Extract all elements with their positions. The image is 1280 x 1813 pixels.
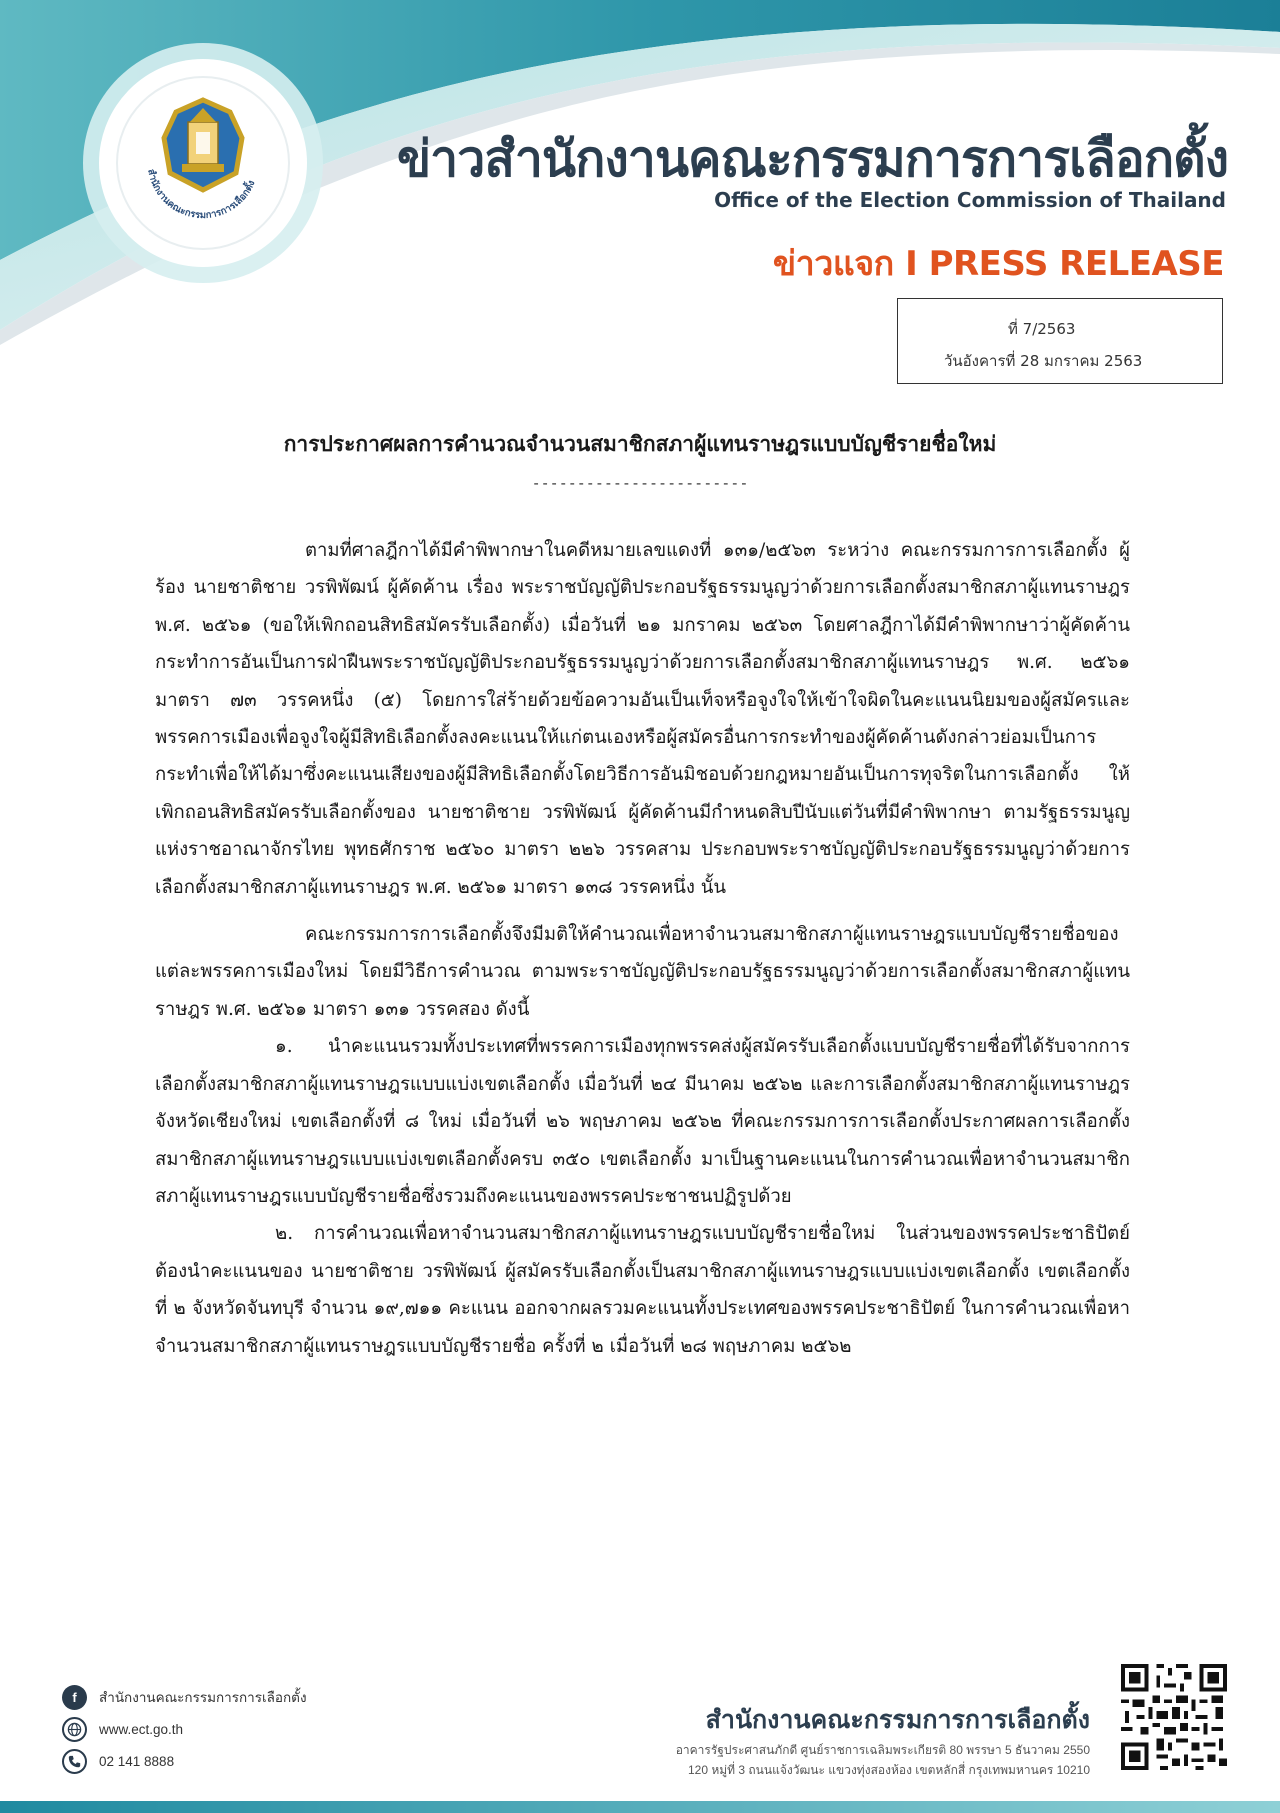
reference-box bbox=[897, 298, 1223, 384]
contact-website[interactable] bbox=[62, 1714, 307, 1744]
ect-emblem-icon bbox=[118, 78, 288, 248]
header-title-english: Office of the Election Commission of Thailand bbox=[714, 188, 1226, 212]
document-title: การประกาศผลการคำนวณจำนวนสมาชิกสภาผู้แทนราษฎรแบบบัญชีรายชื่อใหม่ bbox=[283, 431, 997, 456]
facebook-icon: f bbox=[62, 1685, 87, 1710]
contact-phone[interactable] bbox=[62, 1746, 307, 1776]
qr-code-icon[interactable] bbox=[1117, 1660, 1231, 1774]
press-release-label: ข่าวแจก I PRESS RELEASE bbox=[772, 244, 1224, 284]
reference-date: วันอังคารที่ 28 มกราคม 2563 bbox=[944, 352, 1143, 370]
footer-address-line-1: อาคารรัฐประศาสนภักดี ศูนย์ราชการเฉลิมพระเกียรติ 80 พรรษา 5 ธันวาคม 2550 bbox=[675, 1743, 1090, 1757]
phone-label: 02 141 8888 bbox=[99, 1753, 175, 1769]
document-body bbox=[155, 532, 1130, 1365]
footer-organization bbox=[676, 1700, 1090, 1780]
footer-address-line-2: 120 หมู่ที่ 3 ถนนแจ้งวัฒนะ แขวงทุ่งสองห้อง เขตหลักสี่ กรุงเทพมหานคร 10210 bbox=[687, 1763, 1090, 1777]
facebook-label: สำนักงานคณะกรรมการการเลือกตั้ง bbox=[99, 1690, 307, 1705]
globe-icon bbox=[62, 1717, 87, 1742]
footer-org-name: สำนักงานคณะกรรมการการเลือกตั้ง bbox=[705, 1706, 1090, 1734]
paragraph-item-1: ๑. นำคะแนนรวมทั้งประเทศที่พรรคการเมืองทุกพรรคส่งผู้สมัครรับเลือกตั้งแบบบัญชีรายชื่อที่ได้รับจากการเลือกตั้งสมาชิกสภาผู้แทนราษฎรแบบแบ่งเขตเลือกตั้ง เมื่อวันที่ ๒๔ มีนาคม ๒๕๖๒ และการเลือกตั้งสมาชิกสภาผู้แทนราษฎรจังหวัดเชียงใหม่ เขตเลือกตั้งที่ ๘ ใหม่ เมื่อวันที่ ๒๖ พฤษภาคม ๒๕๖๒ ที่คณะกรรมการการเลือกตั้งประกาศผลการเลือกตั้งสมาชิกสภาผู้แทนราษฎรแบบแบ่งเขตเลือกตั้งครบ ๓๕๐ เขตเลือกตั้ง มาเป็นฐานคะแนนในการคำนวณเพื่อหาจำนวนสมาชิกสภาผู้แทนราษฎรแบบบัญชีรายชื่อซึ่งรวมถึงคะแนนของพรรคประชาชนปฏิรูปด้วย bbox=[155, 1036, 1130, 1207]
phone-icon bbox=[62, 1749, 87, 1774]
footer-accent-strip bbox=[0, 1801, 1280, 1813]
footer-contacts bbox=[62, 1682, 307, 1778]
logo-arc-text: สำนักงานคณะกรรมการการเลือกตั้ง bbox=[145, 168, 258, 222]
title-divider: ------------------------ bbox=[531, 474, 749, 492]
paragraph-1: ตามที่ศาลฎีกาได้มีคำพิพากษาในคดีหมายเลขแดงที่ ๑๓๑/๒๕๖๓ ระหว่าง คณะกรรมการการเลือกตั้ง ผู้ร้อง นายชาติชาย วรพิพัฒน์ ผู้คัดค้าน เรื่อง พระราชบัญญัติประกอบรัฐธรรมนูญว่าด้วยการเลือกตั้งสมาชิกสภาผู้แทนราษฎร พ.ศ. ๒๕๖๑ (ขอให้เพิกถอนสิทธิสมัครรับเลือกตั้ง) เมื่อวันที่ ๒๑ มกราคม ๒๕๖๓ โดยศาลฎีกาได้มีคำพิพากษาว่าผู้คัดค้านกระทำการอันเป็นการฝ่าฝืนพระราชบัญญัติประกอบรัฐธรรมนูญว่าด้วยการเลือกตั้งสมาชิกสภาผู้แทนราษฎร พ.ศ. ๒๕๖๑ มาตรา ๗๓ วรรคหนึ่ง (๕) โดยการใส่ร้ายด้วยข้อความอันเป็นเท็จหรือจูงใจให้เข้าใจผิดในคะแนนนิยมของผู้สมัครและพรรคการเมืองเพื่อจูงใจผู้มีสิทธิเลือกตั้งลงคะแนนให้แก่ตนเองหรือผู้สมัครอื่นการกระทำของผู้คัดค้านดังกล่าวย่อมเป็นการกระทำเพื่อให้ได้มาซึ่งคะแนนเสียงของผู้มีสิทธิเลือกตั้งโดยวิธีการอันมิชอบด้วยกฎหมายอันเป็นการทุจริตในการเลือกตั้ง ให้เพิกถอนสิทธิสมัครรับเลือกตั้งของ นายชาติชาย วรพิพัฒน์ ผู้คัดค้านมีกำหนดสิบปีนับแต่วันที่มีคำพิพากษา ตามรัฐธรรมนูญแห่งราชอาณาจักรไทย พุทธศักราช ๒๕๖๐ มาตรา ๒๒๖ วรรคสาม ประกอบพระราชบัญญัติประกอบรัฐธรรมนูญว่าด้วยการเลือกตั้งสมาชิกสภาผู้แทนราษฎร พ.ศ. ๒๕๖๑ มาตรา ๑๓๘ วรรคหนึ่ง นั้น bbox=[155, 540, 1130, 898]
paragraph-item-2: ๒. การคำนวณเพื่อหาจำนวนสมาชิกสภาผู้แทนราษฎรแบบบัญชีรายชื่อใหม่ ในส่วนของพรรคประชาธิปัตย์ ต้องนำคะแนนของ นายชาติชาย วรพิพัฒน์ ผู้สมัครรับเลือกตั้งเป็นสมาชิกสภาผู้แทนราษฎรแบบแบ่งเขตเลือกตั้ง เขตเลือกตั้งที่ ๒ จังหวัดจันทบุรี จำนวน ๑๙,๗๑๑ คะแนน ออกจากผลรวมคะแนนทั้งประเทศของพรรคประชาธิปัตย์ ในการคำนวณเพื่อหาจำนวนสมาชิกสภาผู้แทนราษฎรแบบบัญชีรายชื่อ ครั้งที่ ๒ เมื่อวันที่ ๒๘ พฤษภาคม ๒๕๖๒ bbox=[155, 1223, 1130, 1357]
reference-number: ที่ 7/2563 bbox=[1008, 320, 1076, 338]
header-title-thai: ข่าวสำนักงานคณะกรรมการการเลือกตั้ง bbox=[396, 130, 1228, 188]
contact-facebook[interactable] bbox=[62, 1682, 307, 1712]
ect-logo bbox=[118, 78, 288, 248]
paragraph-2: คณะกรรมการการเลือกตั้งจึงมีมติให้คำนวณเพื่อหาจำนวนสมาชิกสภาผู้แทนราษฎรแบบบัญชีรายชื่อของแต่ละพรรคการเมืองใหม่ โดยมีวิธีการคำนวณ ตามพระราชบัญญัติประกอบรัฐธรรมนูญว่าด้วยการเลือกตั้งสมาชิกสภาผู้แทนราษฎร พ.ศ. ๒๕๖๑ มาตรา ๑๓๑ วรรคสอง ดังนี้ bbox=[155, 924, 1130, 1020]
website-label: www.ect.go.th bbox=[99, 1721, 184, 1737]
